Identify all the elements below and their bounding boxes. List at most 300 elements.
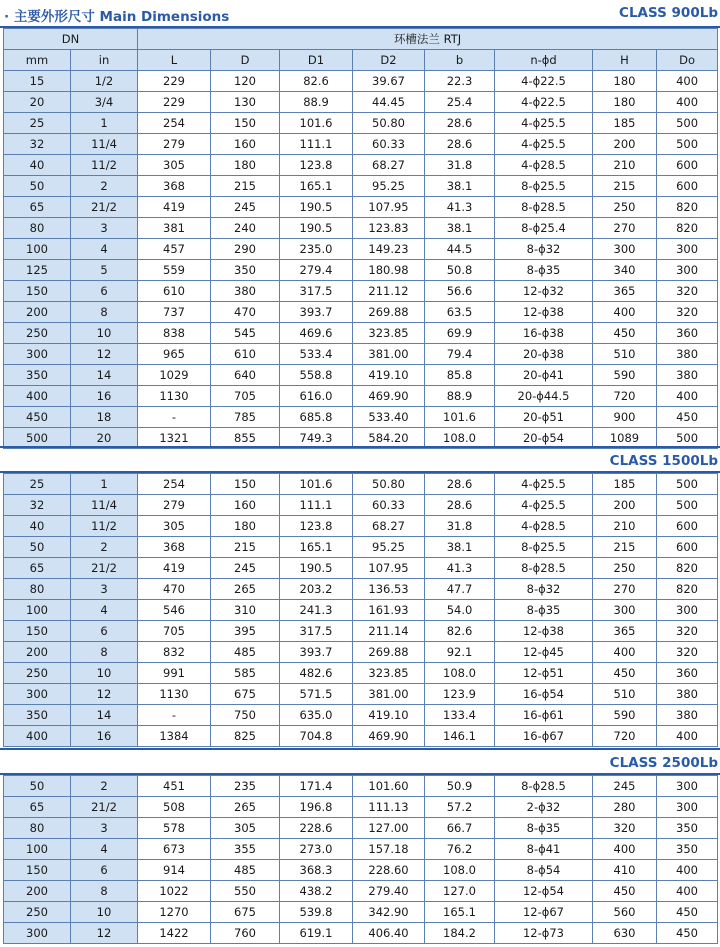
table-cell: 8-ϕ54 [495,860,593,881]
table-cell: 12-ϕ32 [495,281,593,302]
table-cell: 111.13 [353,797,425,818]
table-cell: 558.8 [280,365,353,386]
table-cell: 320 [657,302,718,323]
table-cell: 1022 [138,881,211,902]
table-cell: 50 [4,176,71,197]
title-bullet: · [4,9,10,25]
table-cell: 76.2 [425,839,495,860]
table-cell: 211.14 [353,621,425,642]
table-cell: 180 [211,155,280,176]
table-cell: 610 [138,281,211,302]
table-cell: 820 [657,218,718,239]
table-cell: 279.4 [280,260,353,281]
header-dn: DN [4,29,138,50]
table-cell: 161.93 [353,600,425,621]
table-cell: 32 [4,495,71,516]
table-cell: 12-ϕ73 [495,923,593,944]
title-text: 主要外形尺寸 Main Dimensions [13,9,230,25]
table-cell: 410 [593,860,657,881]
table-cell: 350 [657,818,718,839]
table-cell: 65 [4,797,71,818]
table-cell: 95.25 [353,537,425,558]
table-row [4,839,718,860]
table-cell: 14 [71,365,138,386]
table-cell: 8-ϕ32 [495,239,593,260]
table-cell: 323.85 [353,323,425,344]
table-cell: 635.0 [280,705,353,726]
table-cell: 8-ϕ41 [495,839,593,860]
table-cell: 673 [138,839,211,860]
table-cell: 600 [657,176,718,197]
table-cell: 123.83 [353,218,425,239]
table-cell: 1 [71,113,138,134]
table-cell: 1/2 [71,71,138,92]
table-cell: 20-ϕ41 [495,365,593,386]
table-row [4,923,718,944]
table-cell: 590 [593,365,657,386]
table-cell: 16-ϕ67 [495,726,593,747]
table-cell: 235.0 [280,239,353,260]
table-cell: 107.95 [353,558,425,579]
table-cell: 571.5 [280,684,353,705]
table-cell: 323.85 [353,663,425,684]
table-row [4,663,718,684]
table-cell: 82.6 [280,71,353,92]
table-cell: 185 [593,474,657,495]
table-cell: 2 [71,776,138,797]
header-rtj: 环槽法兰 RTJ [138,29,718,50]
table-cell: 320 [657,621,718,642]
table-cell: 705 [138,621,211,642]
table-cell: 8-ϕ35 [495,600,593,621]
table-cell: 1270 [138,902,211,923]
table-row [4,71,718,92]
table-row [4,474,718,495]
table-cell: 2 [71,176,138,197]
table-cell: 125 [4,260,71,281]
table-cell: 269.88 [353,302,425,323]
table-cell: 470 [138,579,211,600]
column-header: D2 [353,50,425,71]
table-cell: 469.90 [353,386,425,407]
table-cell: 127.00 [353,818,425,839]
dimensions-table-900 [3,28,718,449]
table-cell: 123.8 [280,155,353,176]
table-cell: 500 [657,113,718,134]
table-cell: 381.00 [353,684,425,705]
table-cell: 600 [657,516,718,537]
table-cell: 50 [4,537,71,558]
table-cell: 229 [138,92,211,113]
table-cell: 32 [4,134,71,155]
table-cell: 279 [138,134,211,155]
table-cell: 50.8 [425,260,495,281]
table-cell: 146.1 [425,726,495,747]
class-label-2500: CLASS 2500Lb [609,755,718,771]
table-row [4,516,718,537]
table-cell: 4 [71,600,138,621]
table-cell: 368 [138,537,211,558]
table-cell: 12-ϕ38 [495,302,593,323]
table-row [4,642,718,663]
table-cell: 165.1 [280,537,353,558]
column-header: b [425,50,495,71]
table-cell: 60.33 [353,134,425,155]
page-title [4,5,229,25]
table-cell: 500 [4,428,71,449]
table-cell: 211.12 [353,281,425,302]
table-cell: 485 [211,860,280,881]
table-cell: 832 [138,642,211,663]
column-header: n-ϕd [495,50,593,71]
table-cell: 584.20 [353,428,425,449]
table-cell: 68.27 [353,516,425,537]
table-row [4,386,718,407]
table-cell: 190.5 [280,218,353,239]
table-cell: 381.00 [353,344,425,365]
table-cell: 350 [4,365,71,386]
table-cell: 500 [657,428,718,449]
table-row [4,600,718,621]
table-cell: 360 [657,323,718,344]
table-cell: 500 [657,495,718,516]
table-cell: 11/4 [71,134,138,155]
table-cell: 111.1 [280,495,353,516]
table-cell: 450 [657,923,718,944]
table-cell: 320 [593,818,657,839]
table-cell: 107.95 [353,197,425,218]
table-cell: 57.2 [425,797,495,818]
table-row [4,558,718,579]
table-cell: 400 [593,642,657,663]
table-cell: 133.4 [425,705,495,726]
table-cell: 342.90 [353,902,425,923]
table-cell: 482.6 [280,663,353,684]
header-row-group [4,29,718,50]
table-cell: 20-ϕ54 [495,428,593,449]
table-cell: 300 [593,600,657,621]
table-cell: 470 [211,302,280,323]
table-cell: 184.2 [425,923,495,944]
table-cell: 469.90 [353,726,425,747]
table-cell: 245 [593,776,657,797]
table-cell: 4-ϕ22.5 [495,71,593,92]
table-row [4,902,718,923]
table-cell: 85.8 [425,365,495,386]
table-cell: 4-ϕ25.5 [495,113,593,134]
table-cell: 108.0 [425,428,495,449]
table-cell: 350 [211,260,280,281]
table-cell: 123.9 [425,684,495,705]
table-cell: 1 [71,474,138,495]
table-cell: 80 [4,818,71,839]
table-cell: 108.0 [425,860,495,881]
table-cell: 675 [211,902,280,923]
table-cell: 3 [71,818,138,839]
table-row [4,881,718,902]
table-cell: 585 [211,663,280,684]
table-cell: 451 [138,776,211,797]
table-cell: 485 [211,642,280,663]
table-cell: 300 [4,923,71,944]
table-cell: 101.60 [353,776,425,797]
table-cell: 185 [593,113,657,134]
table-cell: 4 [71,239,138,260]
table-cell: 438.2 [280,881,353,902]
table-cell: 8-ϕ25.4 [495,218,593,239]
table-cell: 510 [593,344,657,365]
table-cell: 123.8 [280,516,353,537]
table-cell: 704.8 [280,726,353,747]
table-cell: 190.5 [280,197,353,218]
table-cell: 406.40 [353,923,425,944]
table-cell: 300 [593,239,657,260]
table-row [4,197,718,218]
table-cell: 229 [138,71,211,92]
table-cell: 300 [657,239,718,260]
table-row [4,134,718,155]
table-cell: 160 [211,495,280,516]
table-cell: 10 [71,902,138,923]
table-cell: 28.6 [425,134,495,155]
table-cell: 305 [211,818,280,839]
table-cell: 533.4 [280,344,353,365]
table-cell: 546 [138,600,211,621]
table-cell: 8-ϕ35 [495,818,593,839]
table-cell: 65 [4,558,71,579]
table-cell: 10 [71,663,138,684]
table-cell: 1384 [138,726,211,747]
table-cell: 4 [71,839,138,860]
table-cell: 317.5 [280,621,353,642]
table-cell: 368.3 [280,860,353,881]
table-cell: 560 [593,902,657,923]
table-cell: 50.9 [425,776,495,797]
table-cell: 40 [4,155,71,176]
table-cell: 340 [593,260,657,281]
table-row [4,155,718,176]
table-cell: 160 [211,134,280,155]
table-row [4,176,718,197]
table-cell: 65 [4,197,71,218]
table-cell: 180 [593,92,657,113]
table-cell: 749.3 [280,428,353,449]
table-cell: 1422 [138,923,211,944]
table-cell: 305 [138,155,211,176]
class-label-900: CLASS 900Lb [619,5,718,21]
table-cell: 210 [593,155,657,176]
table-cell: 100 [4,239,71,260]
table-cell: 47.7 [425,579,495,600]
table-cell: 600 [657,155,718,176]
table-row [4,797,718,818]
table-cell: 21/2 [71,558,138,579]
dimensions-table-2500 [3,775,718,944]
class-label-1500: CLASS 1500Lb [609,453,718,469]
table-cell: 228.6 [280,818,353,839]
table-cell: 1130 [138,684,211,705]
table-cell: 215 [593,537,657,558]
table-cell: 31.8 [425,155,495,176]
table-cell: 419.10 [353,365,425,386]
table-cell: 685.8 [280,407,353,428]
table-cell: 215 [211,537,280,558]
table-cell: 450 [593,663,657,684]
table-cell: 270 [593,218,657,239]
table-cell: 44.45 [353,92,425,113]
table-cell: 450 [4,407,71,428]
table-cell: 500 [657,134,718,155]
header-row-columns [4,50,718,71]
table-cell: 50.80 [353,474,425,495]
table-cell: 150 [211,113,280,134]
table-cell: 419 [138,197,211,218]
table-cell: 200 [593,134,657,155]
table-cell: 44.5 [425,239,495,260]
table-cell: 101.6 [280,113,353,134]
table-cell: 3 [71,218,138,239]
table-row [4,113,718,134]
table-cell: 16-ϕ61 [495,705,593,726]
table-cell: 393.7 [280,642,353,663]
table-cell: 8 [71,642,138,663]
table-cell: 16 [71,386,138,407]
table-cell: 400 [657,92,718,113]
table-cell: 6 [71,860,138,881]
table-cell: 400 [657,860,718,881]
table-cell: 12 [71,923,138,944]
table-cell: 200 [4,642,71,663]
table-cell: 80 [4,579,71,600]
table-cell: 1321 [138,428,211,449]
table-cell: 400 [593,839,657,860]
table-cell: 101.6 [280,474,353,495]
table-cell: 600 [657,537,718,558]
column-header: L [138,50,211,71]
table-row [4,302,718,323]
table-cell: 88.9 [280,92,353,113]
table-cell: 380 [657,705,718,726]
table-cell: 250 [4,902,71,923]
table-cell: - [138,407,211,428]
table-cell: 180 [593,71,657,92]
table-cell: 150 [211,474,280,495]
table-cell: 365 [593,621,657,642]
table-row [4,344,718,365]
table-cell: 419 [138,558,211,579]
table-cell: 6 [71,281,138,302]
table-cell: 3/4 [71,92,138,113]
table-cell: 350 [657,839,718,860]
table-cell: 56.6 [425,281,495,302]
table-cell: 8-ϕ28.5 [495,776,593,797]
table-cell: 550 [211,881,280,902]
table-cell: 41.3 [425,197,495,218]
table-cell: 50 [4,776,71,797]
table-cell: 31.8 [425,516,495,537]
table-cell: 25.4 [425,92,495,113]
table-cell: 360 [657,663,718,684]
table-cell: 228.60 [353,860,425,881]
table-cell: 640 [211,365,280,386]
table-cell: 300 [657,600,718,621]
table-cell: 254 [138,113,211,134]
table-cell: 28.6 [425,113,495,134]
table-cell: 619.1 [280,923,353,944]
table-cell: 12 [71,684,138,705]
table-cell: 12-ϕ67 [495,902,593,923]
table-row [4,365,718,386]
table-cell: 1130 [138,386,211,407]
table-cell: 3 [71,579,138,600]
table-cell: 300 [657,776,718,797]
table-cell: 8-ϕ28.5 [495,558,593,579]
table-cell: 4-ϕ28.5 [495,516,593,537]
column-header: D1 [280,50,353,71]
table-cell: 400 [657,726,718,747]
table-cell: 8-ϕ25.5 [495,176,593,197]
table-cell: 80 [4,218,71,239]
table-cell: 300 [657,260,718,281]
table-cell: 165.1 [280,176,353,197]
column-header: mm [4,50,71,71]
table-cell: 190.5 [280,558,353,579]
table-cell: 760 [211,923,280,944]
table-cell: 457 [138,239,211,260]
table-cell: 150 [4,860,71,881]
table-cell: 510 [593,684,657,705]
table-cell: 630 [593,923,657,944]
table-cell: 28.6 [425,474,495,495]
table-cell: 12-ϕ51 [495,663,593,684]
table-cell: 20 [4,92,71,113]
table-cell: 54.0 [425,600,495,621]
column-header: in [71,50,138,71]
table-cell: 38.1 [425,537,495,558]
table-cell: 8-ϕ35 [495,260,593,281]
table-cell: 838 [138,323,211,344]
table-cell: 450 [593,881,657,902]
table-row [4,495,718,516]
table-cell: 12-ϕ45 [495,642,593,663]
table-cell: 8-ϕ25.5 [495,537,593,558]
table-cell: 4-ϕ22.5 [495,92,593,113]
table-cell: 196.8 [280,797,353,818]
table-cell: 100 [4,839,71,860]
table-cell: 20 [71,428,138,449]
table-cell: 203.2 [280,579,353,600]
table-cell: 149.23 [353,239,425,260]
table-cell: 100 [4,600,71,621]
table-row [4,260,718,281]
table-cell: 235 [211,776,280,797]
table-cell: 38.1 [425,176,495,197]
table-cell: 914 [138,860,211,881]
table-cell: 108.0 [425,663,495,684]
table-cell: 320 [657,281,718,302]
table-cell: 66.7 [425,818,495,839]
table-cell: 4-ϕ25.5 [495,474,593,495]
table-cell: 450 [657,407,718,428]
table-cell: 400 [657,71,718,92]
table-row [4,684,718,705]
table-row [4,537,718,558]
table-cell: 4-ϕ25.5 [495,495,593,516]
table-cell: 750 [211,705,280,726]
table-cell: 290 [211,239,280,260]
table-cell: 720 [593,726,657,747]
table-cell: 68.27 [353,155,425,176]
